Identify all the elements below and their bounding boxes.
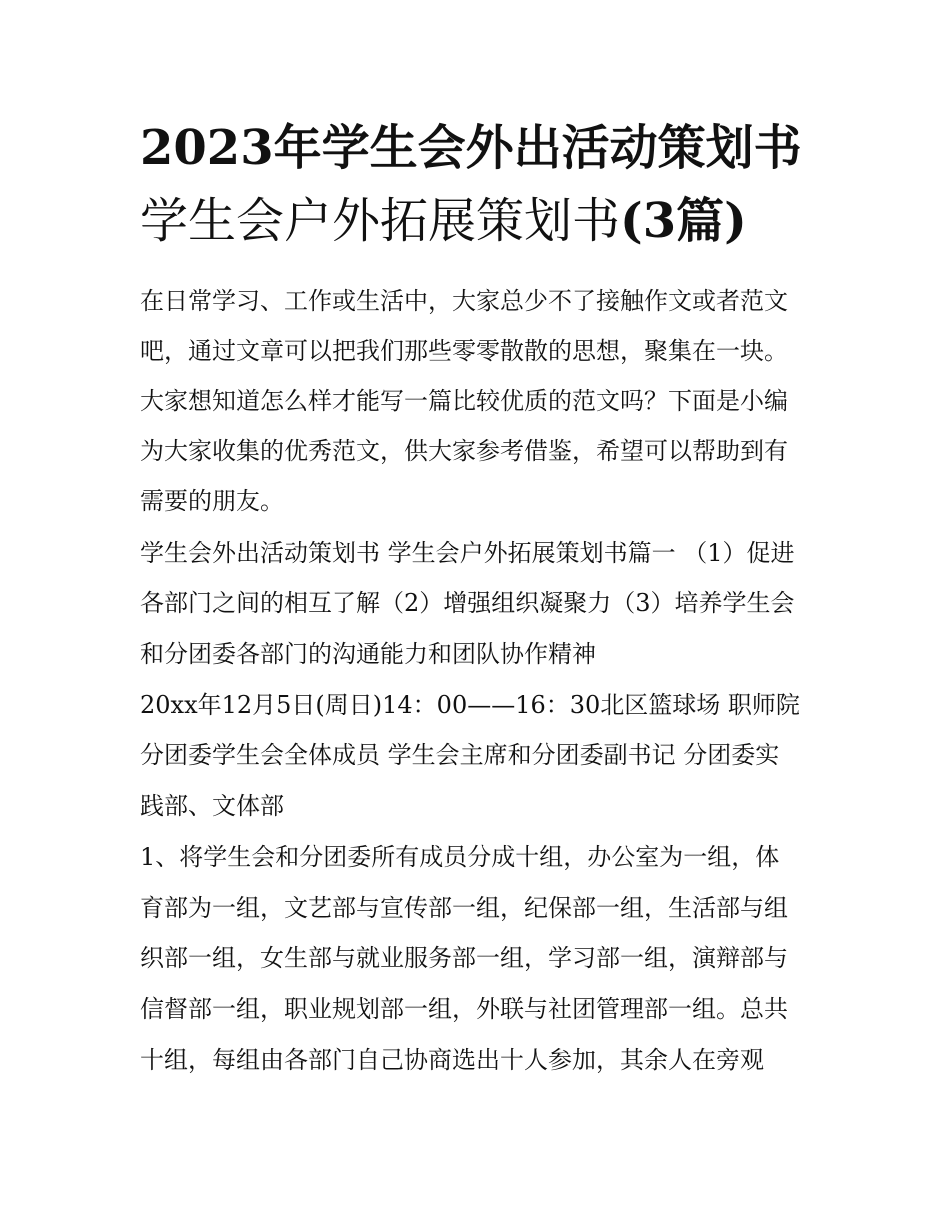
body-line: 育部为一组，文艺部与宣传部一组，纪保部一组，生活部与组 xyxy=(140,894,788,922)
body-line: 为大家收集的优秀范文，供大家参考借鉴，希望可以帮助到有 xyxy=(140,437,788,465)
body-line: 十组，每组由各部门自己协商选出十人参加，其余人在旁观 xyxy=(140,1046,764,1074)
body-line: 1、将学生会和分团委所有成员分成十组，办公室为一组，体 xyxy=(140,843,780,871)
body-line: 20xx年12月5日(周日)14：00——16：30北区篮球场 职师院 xyxy=(140,691,800,719)
body-line: 学生会外出活动策划书 学生会户外拓展策划书篇一 （1）促进 xyxy=(140,539,795,567)
body-line: 吧，通过文章可以把我们那些零零散散的思想，聚集在一块。 xyxy=(140,337,788,365)
title-line-2-suffix: (3篇) xyxy=(620,193,747,249)
document-title-line-2 xyxy=(140,185,830,257)
body-line: 需要的朋友。 xyxy=(140,487,284,515)
body-line: 践部、文体部 xyxy=(140,792,284,820)
body-line: 在日常学习、工作或生活中，大家总少不了接触作文或者范文 xyxy=(140,287,788,315)
body-line: 分团委学生会全体成员 学生会主席和分团委副书记 分团委实 xyxy=(140,741,780,769)
body-line: 信督部一组，职业规划部一组，外联与社团管理部一组。总共 xyxy=(140,995,788,1023)
title-line-2-main: 学生会户外拓展策划书 xyxy=(140,193,621,249)
body-line: 和分团委各部门的沟通能力和团队协作精神 xyxy=(140,640,596,668)
body-line: 织部一组，女生部与就业服务部一组，学习部一组，演辩部与 xyxy=(140,944,788,972)
body-line: 各部门之间的相互了解（2）增强组织凝聚力（3）培养学生会 xyxy=(140,589,795,617)
body-line: 大家想知道怎么样才能写一篇比较优质的范文吗？下面是小编 xyxy=(140,387,788,415)
document-title-line-1: 2023年学生会外出活动策划书 xyxy=(140,120,802,176)
